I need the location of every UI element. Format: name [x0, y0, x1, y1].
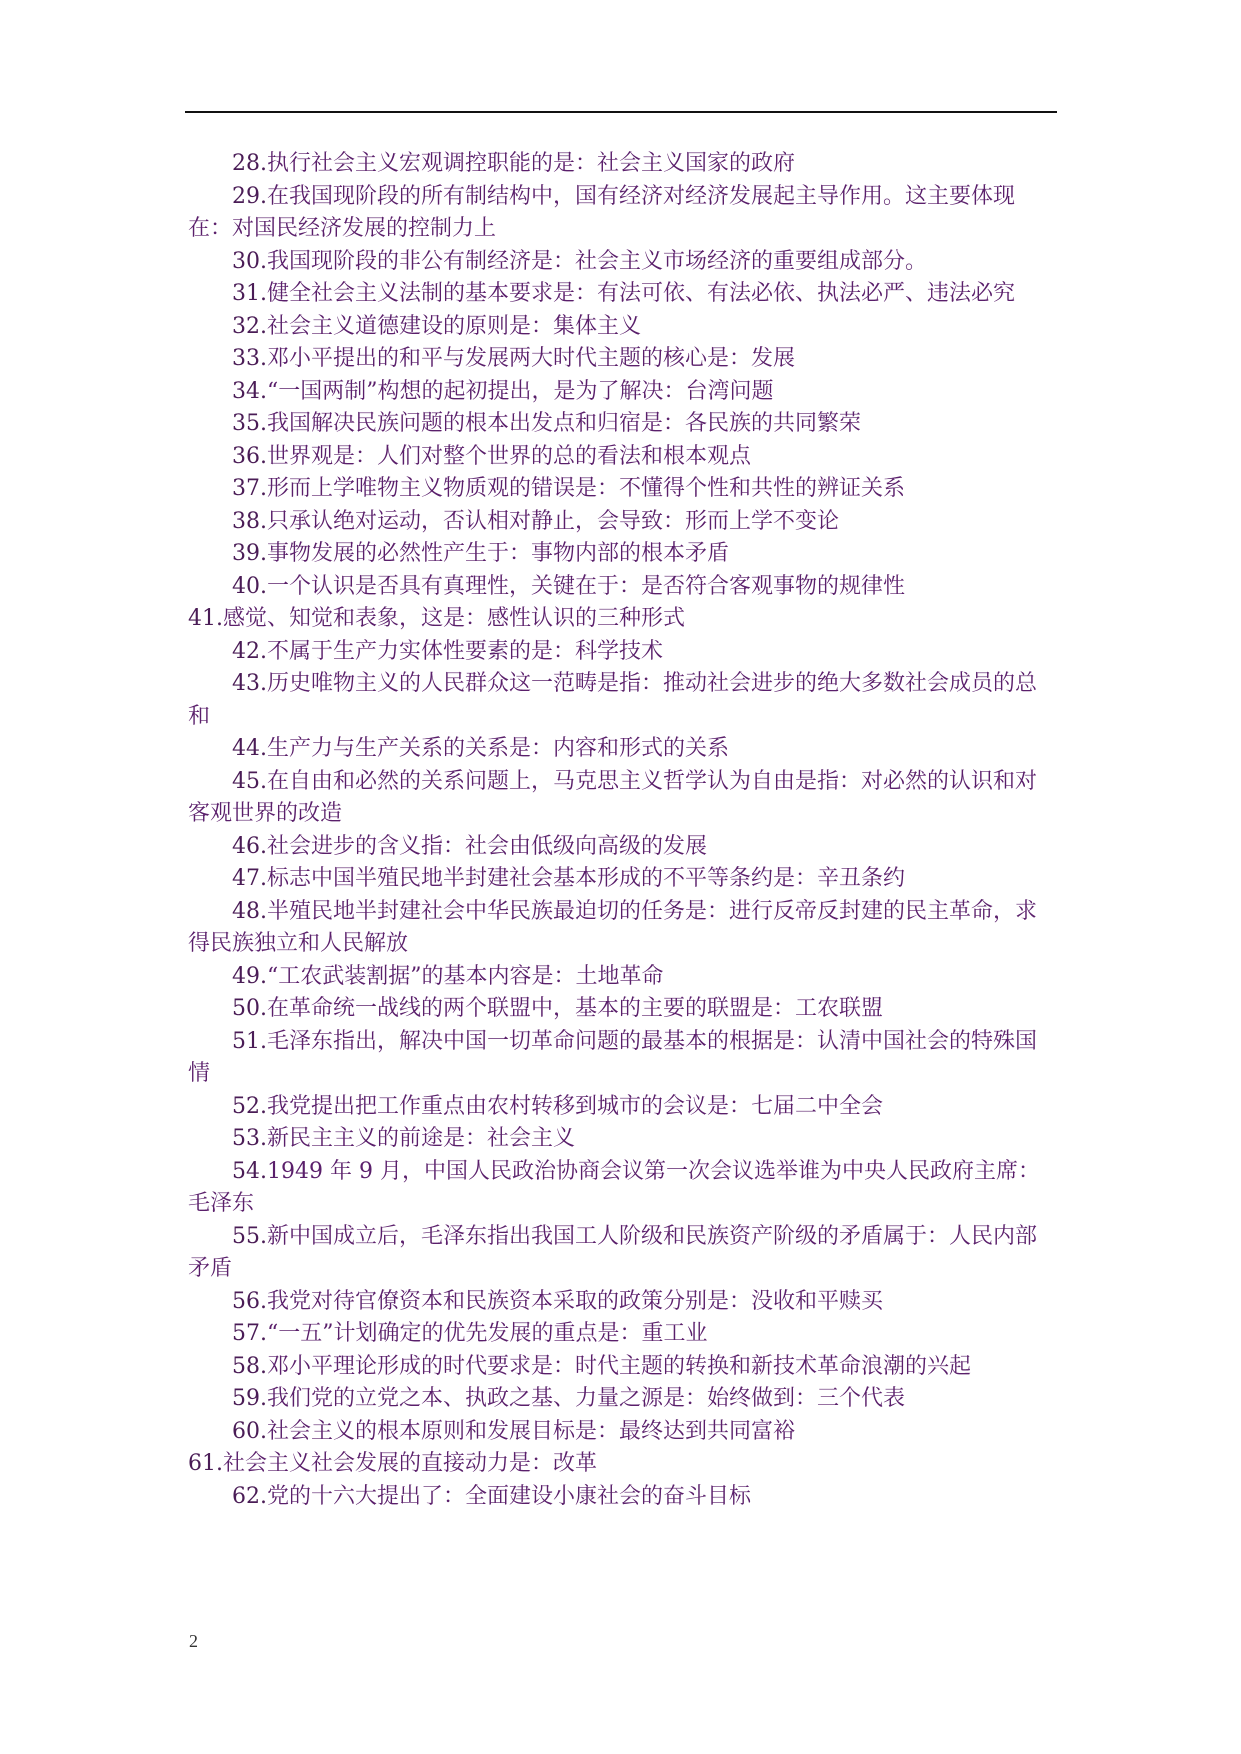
list-item [188, 636, 1058, 669]
item-text: 社会主义道德建设的原则是：集体主义 [267, 313, 642, 339]
item-number: 43. [232, 671, 267, 696]
item-number: 31. [232, 281, 267, 306]
item-text: 半殖民地半封建社会中华民族最迫切的任务是：进行反帝反封建的民主革命，求得民族独立和人民解放 [188, 898, 1038, 956]
list-item [188, 278, 1058, 311]
list-item [188, 1026, 1058, 1091]
item-number: 60. [232, 1418, 267, 1444]
list-item [188, 896, 1058, 961]
item-number: 55. [232, 1223, 267, 1249]
item-number: 56. [232, 1288, 267, 1314]
item-text: 社会主义的根本原则和发展目标是：最终达到共同富裕 [267, 1418, 796, 1444]
item-number: 62. [232, 1483, 267, 1509]
list-item [188, 668, 1058, 733]
list-item [188, 831, 1058, 864]
item-text: 1949 年 9 月，中国人民政治协商会议第一次会议选举谁为中央人民政府主席：毛泽东 [188, 1158, 1040, 1216]
list-item [188, 1318, 1058, 1351]
item-text: “工农武装割据”的基本内容是：土地革命 [267, 963, 664, 989]
item-text: 世界观是：人们对整个世界的总的看法和根本观点 [267, 443, 752, 469]
list-item [188, 863, 1058, 896]
list-item [188, 408, 1058, 441]
item-text: 社会进步的含义指：社会由低级向高级的发展 [267, 833, 708, 859]
list-item [188, 993, 1058, 1026]
list-item [188, 571, 1058, 604]
item-number: 54. [232, 1158, 267, 1184]
item-number: 57. [232, 1321, 267, 1346]
item-number: 44. [232, 736, 267, 761]
item-number: 30. [232, 248, 267, 274]
item-text: 党的十六大提出了：全面建设小康社会的奋斗目标 [267, 1483, 752, 1509]
item-number: 37. [232, 476, 267, 501]
list-item [188, 1221, 1058, 1286]
item-number: 53. [232, 1126, 267, 1151]
item-number: 48. [232, 898, 267, 924]
list-item [188, 376, 1058, 409]
item-number: 51. [232, 1028, 267, 1054]
item-number: 28. [232, 151, 267, 176]
list-item [188, 1416, 1058, 1449]
item-text: 在我国现阶段的所有制结构中，国有经济对经济发展起主导作用。这主要体现在：对国民经济发展的控制力上 [188, 183, 1016, 241]
item-text: 新民主主义的前途是：社会主义 [267, 1126, 576, 1151]
item-text: 执行社会主义宏观调控职能的是：社会主义国家的政府 [267, 151, 796, 176]
list-item [188, 506, 1058, 539]
item-text: 只承认绝对运动，否认相对静止，会导致：形而上学不变论 [267, 508, 840, 534]
item-text: 我们党的立党之本、执政之基、力量之源是：始终做到：三个代表 [267, 1386, 906, 1411]
list-item [188, 148, 1058, 181]
list-item [188, 311, 1058, 344]
item-number: 52. [232, 1093, 267, 1119]
item-number: 61. [188, 1451, 223, 1476]
item-number: 35. [232, 411, 267, 436]
item-text: 毛泽东指出，解决中国一切革命问题的最基本的根据是：认清中国社会的特殊国情 [188, 1028, 1038, 1086]
list-item [188, 246, 1058, 279]
item-text: 社会主义社会发展的直接动力是：改革 [223, 1451, 598, 1476]
list-item [188, 766, 1058, 831]
item-number: 38. [232, 508, 267, 534]
item-text: 我国现阶段的非公有制经济是：社会主义市场经济的重要组成部分。 [267, 248, 928, 274]
item-text: 生产力与生产关系的关系是：内容和形式的关系 [267, 736, 730, 761]
item-text: 标志中国半殖民地半封建社会基本形成的不平等条约是：辛丑条约 [267, 866, 906, 891]
item-text: “一五”计划确定的优先发展的重点是：重工业 [267, 1321, 708, 1346]
item-number: 32. [232, 313, 267, 339]
list-item [188, 1123, 1058, 1156]
list-item [188, 473, 1058, 506]
item-text: “一国两制”构想的起初提出，是为了解决：台湾问题 [267, 378, 774, 404]
item-number: 41. [188, 606, 223, 631]
list-item [188, 733, 1058, 766]
item-text: 新中国成立后，毛泽东指出我国工人阶级和民族资产阶级的矛盾属于：人民内部矛盾 [188, 1223, 1038, 1281]
item-number: 49. [232, 963, 267, 989]
item-text: 感觉、知觉和表象，这是：感性认识的三种形式 [223, 606, 686, 631]
list-item [188, 538, 1058, 571]
item-number: 34. [232, 378, 267, 404]
item-number: 39. [232, 541, 267, 566]
item-number: 33. [232, 346, 267, 371]
item-number: 58. [232, 1353, 267, 1379]
list-item [188, 1383, 1058, 1416]
list-item [188, 603, 1058, 636]
item-number: 47. [232, 866, 267, 891]
item-number: 29. [232, 183, 267, 209]
item-text: 邓小平理论形成的时代要求是：时代主题的转换和新技术革命浪潮的兴起 [267, 1353, 972, 1379]
item-number: 42. [232, 638, 267, 664]
item-text: 历史唯物主义的人民群众这一范畴是指：推动社会进步的绝大多数社会成员的总和 [188, 671, 1038, 729]
item-text: 在自由和必然的关系问题上，马克思主义哲学认为自由是指：对必然的认识和对客观世界的改造 [188, 768, 1038, 826]
header-rule [185, 111, 1057, 113]
list-item [188, 1351, 1058, 1384]
item-text: 一个认识是否具有真理性，关键在于：是否符合客观事物的规律性 [267, 573, 906, 599]
list-item [188, 1448, 1058, 1481]
item-number: 59. [232, 1386, 267, 1411]
list-item [188, 1156, 1058, 1221]
page-number: 2 [189, 1631, 198, 1651]
item-number: 36. [232, 443, 267, 469]
item-number: 45. [232, 768, 267, 794]
list-item [188, 441, 1058, 474]
item-text: 我党对待官僚资本和民族资本采取的政策分别是：没收和平赎买 [267, 1288, 884, 1314]
question-list [188, 148, 1058, 1513]
item-number: 46. [232, 833, 267, 859]
item-text: 形而上学唯物主义物质观的错误是：不懂得个性和共性的辨证关系 [267, 476, 906, 501]
item-text: 我国解决民族问题的根本出发点和归宿是：各民族的共同繁荣 [267, 411, 862, 436]
item-number: 40. [232, 573, 267, 599]
item-text: 我党提出把工作重点由农村转移到城市的会议是：七届二中全会 [267, 1093, 884, 1119]
list-item [188, 1481, 1058, 1514]
item-number: 50. [232, 996, 267, 1021]
item-text: 健全社会主义法制的基本要求是：有法可依、有法必依、执法必严、违法必究 [267, 281, 1016, 306]
list-item [188, 181, 1058, 246]
item-text: 事物发展的必然性产生于：事物内部的根本矛盾 [267, 541, 730, 566]
item-text: 邓小平提出的和平与发展两大时代主题的核心是：发展 [267, 346, 796, 371]
list-item [188, 961, 1058, 994]
list-item [188, 343, 1058, 376]
list-item [188, 1091, 1058, 1124]
list-item [188, 1286, 1058, 1319]
item-text: 不属于生产力实体性要素的是：科学技术 [267, 638, 664, 664]
item-text: 在革命统一战线的两个联盟中，基本的主要的联盟是：工农联盟 [267, 996, 884, 1021]
